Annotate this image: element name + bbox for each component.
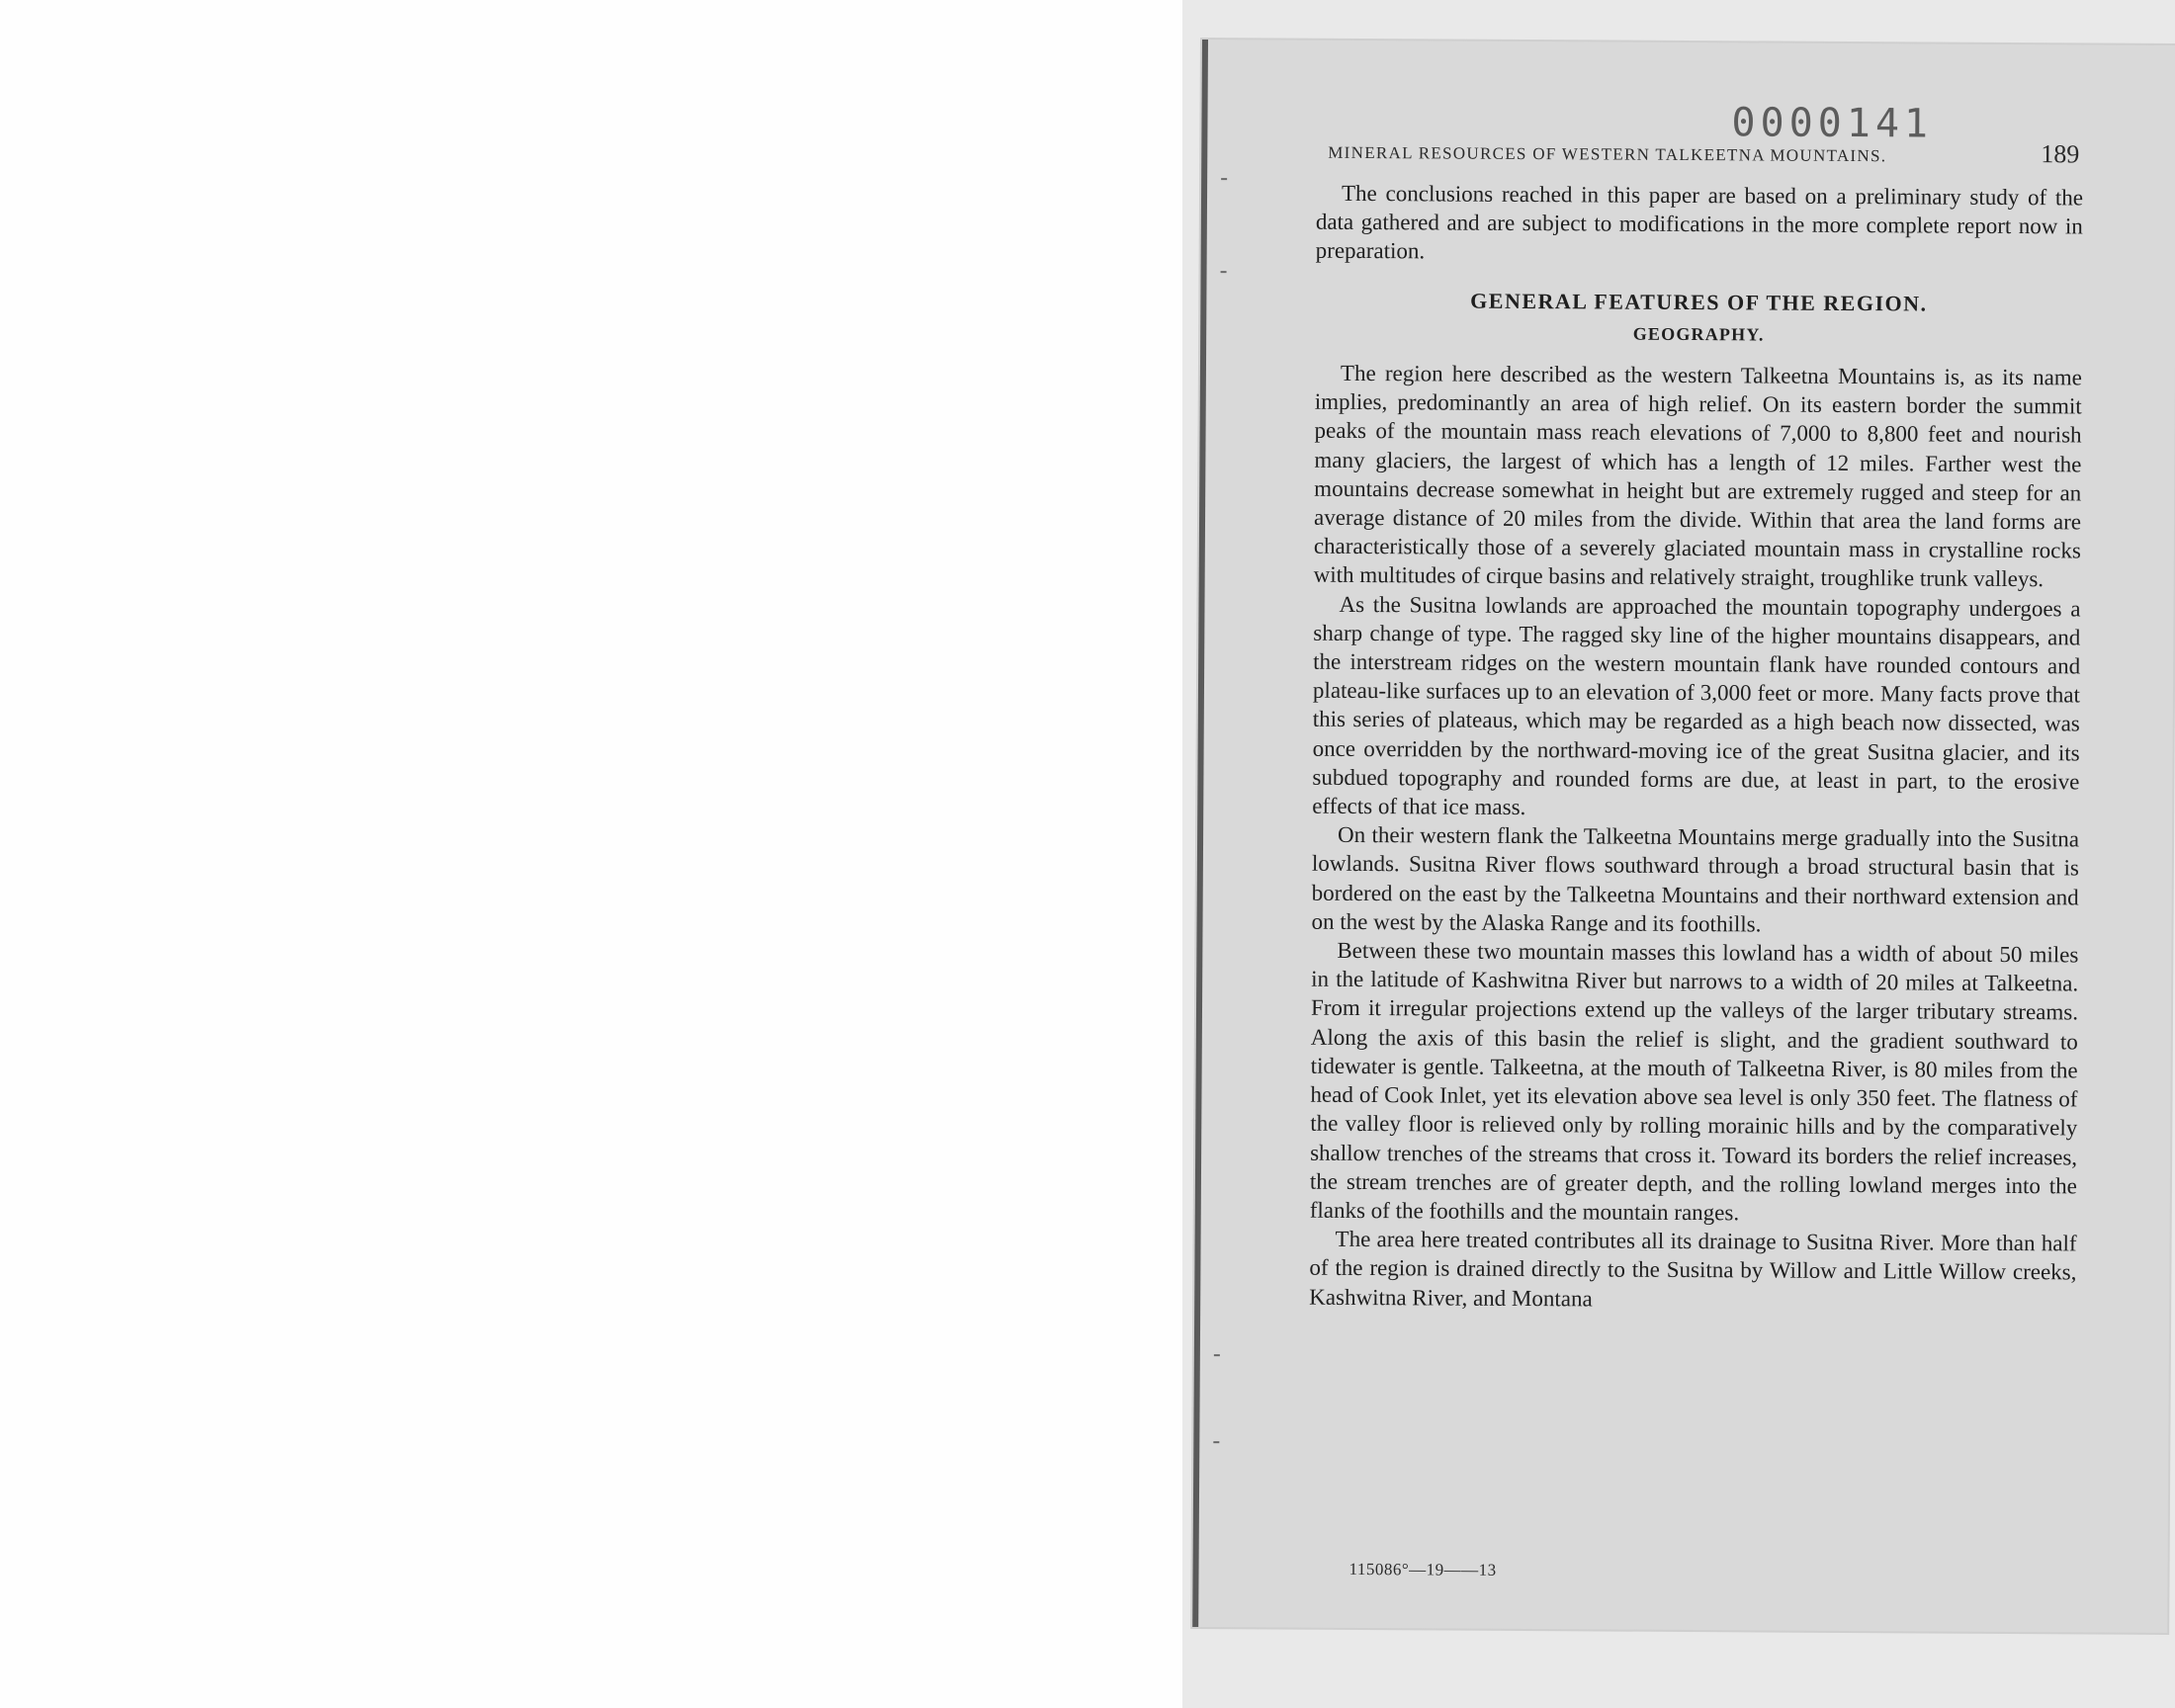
paragraph: As the Susitna lowlands are approached the mountain topography undergoes a sharp change of type. The ragged sky line of the higher mountains disappears, and the interstream ridges on the western mountain flank have rounded contours and plateau-like surfaces up to an elevation of 3,000 feet or more. Many facts prove that this series of plateaus, which may be regarded as a high beach now dissected, was once overridden by the northward-moving ice of the great Susitna glacier, and its subdued topography and rounded forms are due, at least in part, to the erosive effects of that ice mass. <box>1312 591 2081 820</box>
paragraph: On their western flank the Talkeetna Mountains merge gradually into the Susitna lowlands. Susitna River flows southward through a broad structural basin that is bordered on the east by the Talkeetna Mountains and their northward extension and on the west by the Alaska Range and its foothills. <box>1311 822 2080 937</box>
margin-mark <box>1221 271 1227 273</box>
scanned-page <box>1192 40 2175 1633</box>
page-number: 189 <box>2041 139 2080 169</box>
paragraph: The region here described as the western Talkeetna Mountains is, as its name implies, predominantly an area of high relief. On its eastern border the summit peaks of the mountain mass reach elevations of 7,000 to 8,800 feet and nourish many glaciers, the largest of which has a length of 12 miles. Farther west the mountains decrease somewhat in height but are extremely rugged and steep for an average distance of 20 miles from the divide. Within that area the land forms are characteristically those of a severely glaciated mountain mass in crystalline rocks with multitudes of cirque basins and relatively straight, troughlike trunk valleys. <box>1313 360 2083 592</box>
margin-mark <box>1214 1354 1220 1356</box>
section-heading: GENERAL FEATURES OF THE REGION. <box>1470 288 1928 316</box>
running-head <box>1328 135 2079 170</box>
body-text <box>1309 179 2083 1316</box>
paragraph: The area here treated contributes all its drainage to Susitna River. More than half of the region is drained directly to the Susitna by Willow and Little Willow creeks, Kashwitna River, and Montana <box>1309 1226 2077 1311</box>
subsection-heading: GEOGRAPHY. <box>1632 323 1765 345</box>
margin-mark <box>1213 1441 1219 1443</box>
signature-line: 115086°—19——13 <box>1348 1559 1497 1580</box>
archive-stamp-number: 0000141 <box>1731 100 1934 147</box>
paragraph: Between these two mountain masses this lowland has a width of about 50 miles in the latitude of Kashwitna River but narrows to a width of 20 miles at Talkeetna. From it irregular projections extend up the valleys of the larger tributary streams. Along the axis of this basin the relief is slight, and the gradient southward to tidewater is gentle. Talkeetna, at the mouth of Talkeetna River, is 80 miles from the head of Cook Inlet, yet its elevation above sea level is only 350 feet. The flatness of the valley floor is relieved only by rolling morainic hills and by the comparatively shallow trenches of the streams that cross it. Toward its borders the relief increases, the stream trenches are of greater depth, and the rolling lowland merges into the flanks of the foothills and the mountain ranges. <box>1309 937 2079 1226</box>
intro-paragraph: The conclusions reached in this paper are based on a preliminary study of the data gathered and are subject to modifications in the more complete report now in preparation. <box>1315 180 2084 264</box>
margin-mark <box>1221 178 1227 180</box>
running-head-title: MINERAL RESOURCES OF WESTERN TALKEETNA MOUNTAINS. <box>1328 142 1887 166</box>
